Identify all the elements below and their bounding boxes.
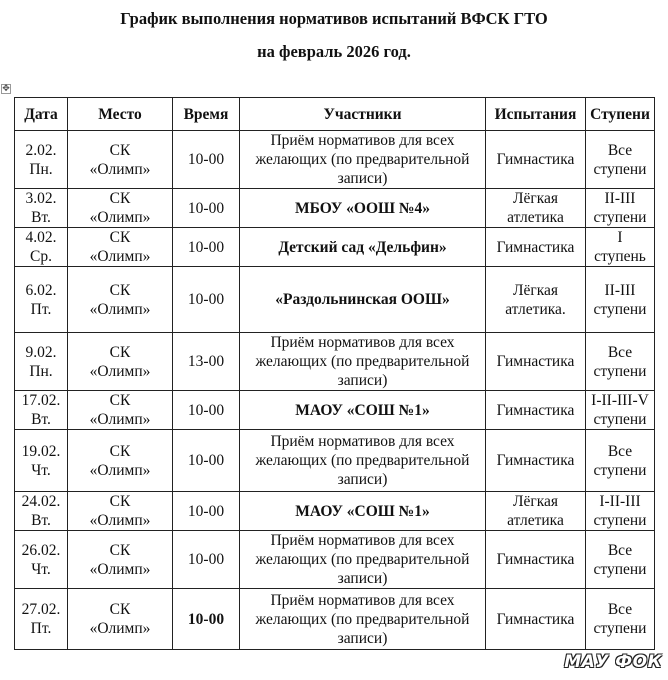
cell-date: [15, 333, 68, 391]
place-line1: СК: [109, 493, 131, 510]
cell-tests: Гимнастика: [486, 391, 586, 430]
cell-participants: Приём нормативов для всех желающих (по предварительной записи): [240, 589, 486, 650]
date-value: 27.02.: [21, 601, 61, 618]
day-value: Ср.: [30, 248, 52, 265]
levels-line1: I-II-III-V: [591, 392, 649, 409]
cell-place: [68, 333, 173, 391]
day-value: Чт.: [31, 461, 51, 479]
levels-line1: Все: [607, 601, 633, 618]
levels-line1: Все: [607, 541, 633, 559]
cell-time: 10-00: [173, 228, 240, 267]
table-header-row: [15, 98, 655, 131]
levels-line2: ступени: [593, 461, 647, 479]
place-line2: «Олимп»: [89, 362, 151, 380]
cell-place: [68, 189, 173, 228]
cell-date: [15, 267, 68, 333]
table-row: [15, 131, 655, 189]
cell-date: [15, 228, 68, 267]
cell-levels: [586, 333, 655, 391]
place-line2: «Олимп»: [89, 160, 151, 178]
cell-place: [68, 131, 173, 189]
levels-line2: ступени: [593, 620, 647, 637]
cell-participants: Приём нормативов для всех желающих (по предварительной записи): [240, 131, 486, 189]
day-value: Вт.: [31, 512, 51, 529]
cell-date: [15, 391, 68, 430]
cell-participants: МБОУ «ООШ №4»: [240, 189, 486, 228]
cell-tests: Гимнастика: [486, 589, 586, 650]
date-value: 2.02.: [25, 141, 57, 159]
cell-participants: «Раздольнинская ООШ»: [240, 267, 486, 333]
cell-time: 10-00: [173, 492, 240, 531]
cell-place: [68, 267, 173, 333]
date-value: 9.02.: [25, 343, 57, 361]
cell-participants: Приём нормативов для всех желающих (по предварительной записи): [240, 531, 486, 589]
cell-time: 13-00: [173, 333, 240, 391]
cell-date: [15, 531, 68, 589]
cell-levels: [586, 267, 655, 333]
cell-time: 10-00: [173, 430, 240, 492]
cell-tests: Лёгкая атлетика: [486, 189, 586, 228]
cell-tests: Гимнастика: [486, 531, 586, 589]
cell-place: [68, 492, 173, 531]
date-value: 3.02.: [25, 190, 57, 207]
cell-levels: [586, 589, 655, 650]
date-value: 19.02.: [21, 442, 61, 460]
levels-line1: Все: [607, 343, 633, 361]
place-line2: «Олимп»: [89, 461, 151, 479]
cell-levels: [586, 189, 655, 228]
cell-tests: Гимнастика: [486, 131, 586, 189]
place-line2: «Олимп»: [89, 209, 151, 226]
levels-line2: ступени: [593, 300, 647, 318]
place-line1: СК: [109, 392, 131, 409]
cell-levels: [586, 430, 655, 492]
levels-line2: ступени: [593, 209, 647, 226]
day-value: Пт.: [30, 300, 52, 318]
levels-line1: II-III: [604, 281, 636, 299]
levels-line1: I: [617, 229, 623, 246]
table-row: [15, 333, 655, 391]
place-line1: СК: [109, 281, 131, 299]
cell-place: [68, 589, 173, 650]
table-row: [15, 492, 655, 531]
schedule-table: [14, 97, 655, 650]
levels-line2: ступени: [593, 362, 647, 380]
header-time: Время: [173, 98, 240, 131]
levels-line1: Все: [607, 141, 633, 159]
cell-participants: МАОУ «СОШ №1»: [240, 391, 486, 430]
levels-line1: II-III: [604, 190, 636, 207]
cell-levels: [586, 228, 655, 267]
header-levels: Ступени: [586, 98, 655, 131]
day-value: Пн.: [29, 362, 53, 380]
place-line1: СК: [109, 541, 131, 559]
cell-tests: Гимнастика: [486, 430, 586, 492]
cell-time: 10-00: [173, 531, 240, 589]
cell-date: [15, 589, 68, 650]
place-line2: «Олимп»: [89, 512, 151, 529]
place-line1: СК: [109, 141, 131, 159]
cell-time: 10-00: [173, 391, 240, 430]
table-row: [15, 589, 655, 650]
date-value: 24.02.: [21, 493, 61, 510]
cell-levels: [586, 391, 655, 430]
date-value: 6.02.: [25, 281, 57, 299]
date-value: 4.02.: [25, 229, 57, 246]
cell-date: [15, 430, 68, 492]
cell-time: 10-00: [173, 589, 240, 650]
cell-tests: Гимнастика: [486, 333, 586, 391]
cell-participants: Приём нормативов для всех желающих (по предварительной записи): [240, 430, 486, 492]
date-value: 26.02.: [21, 541, 61, 559]
header-date: Дата: [15, 98, 68, 131]
date-value: 17.02.: [21, 392, 61, 409]
levels-line2: ступени: [593, 512, 647, 529]
table-row: [15, 189, 655, 228]
header-tests: Испытания: [486, 98, 586, 131]
cell-tests: Гимнастика: [486, 228, 586, 267]
place-line2: «Олимп»: [89, 248, 151, 265]
place-line1: СК: [109, 601, 131, 618]
table-move-handle-icon[interactable]: ✥: [2, 84, 10, 94]
table-row: [15, 430, 655, 492]
place-line2: «Олимп»: [89, 300, 151, 318]
place-line1: СК: [109, 442, 131, 460]
cell-participants: Приём нормативов для всех желающих (по предварительной записи): [240, 333, 486, 391]
cell-tests: Лёгкая атлетика: [486, 492, 586, 531]
cell-participants: МАОУ «СОШ №1»: [240, 492, 486, 531]
document-title: График выполнения нормативов испытаний ВФСК ГТО: [120, 9, 548, 28]
day-value: Вт.: [31, 411, 51, 428]
cell-time: 10-00: [173, 131, 240, 189]
header-place: Место: [68, 98, 173, 131]
table-row: [15, 228, 655, 267]
day-value: Пн.: [29, 160, 53, 178]
day-value: Чт.: [31, 560, 51, 578]
cell-levels: [586, 131, 655, 189]
place-line1: СК: [109, 229, 131, 246]
place-line2: «Олимп»: [89, 411, 151, 428]
cell-date: [15, 189, 68, 228]
cell-tests: Лёгкая атлетика.: [486, 267, 586, 333]
table-row: [15, 391, 655, 430]
cell-place: [68, 430, 173, 492]
document-subtitle: на февраль 2026 год.: [257, 42, 411, 61]
day-value: Пт.: [30, 620, 52, 637]
table-row: [15, 267, 655, 333]
header-participants: Участники: [240, 98, 486, 131]
levels-line2: ступени: [593, 411, 647, 428]
cell-levels: [586, 531, 655, 589]
place-line2: «Олимп»: [89, 560, 151, 578]
cell-place: [68, 531, 173, 589]
cell-date: [15, 131, 68, 189]
levels-line1: Все: [607, 442, 633, 460]
cell-place: [68, 391, 173, 430]
levels-line1: I-II-III: [599, 493, 641, 510]
day-value: Вт.: [31, 209, 51, 226]
levels-line2: ступени: [593, 160, 647, 178]
levels-line2: ступени: [593, 560, 647, 578]
cell-place: [68, 228, 173, 267]
cell-date: [15, 492, 68, 531]
cell-time: 10-00: [173, 189, 240, 228]
place-line1: СК: [109, 343, 131, 361]
place-line1: СК: [109, 190, 131, 207]
table-row: [15, 531, 655, 589]
cell-levels: [586, 492, 655, 531]
levels-line2: ступень: [594, 248, 646, 265]
cell-time: 10-00: [173, 267, 240, 333]
place-line2: «Олимп»: [89, 620, 151, 637]
cell-participants: Детский сад «Дельфин»: [240, 228, 486, 267]
watermark-logo: МАУ ФОК: [564, 652, 662, 672]
